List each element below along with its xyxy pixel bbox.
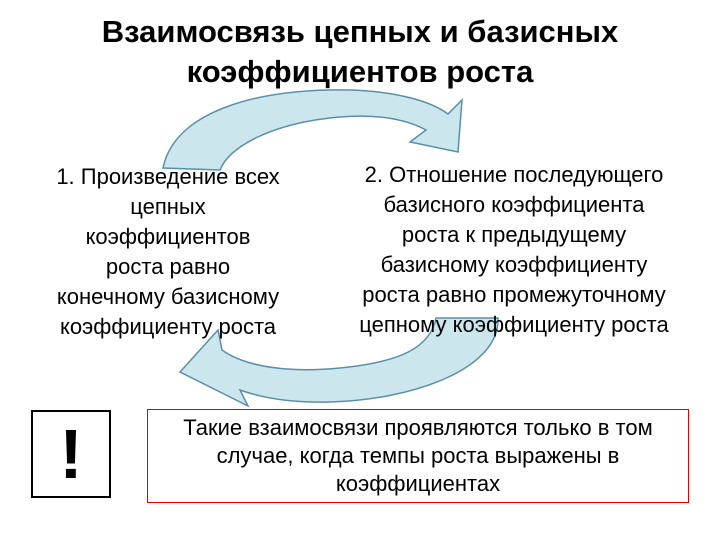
exclamation-icon: ! [59,415,83,493]
right-line: 2. Отношение последующего [364,162,664,187]
title-line-1: Взаимосвязь цепных и базисных [101,14,619,49]
base-ratio-rule [336,160,692,340]
top-curved-arrow [163,90,462,170]
note-line: случае, когда темпы роста выражены в [216,443,620,468]
left-line: цепных [130,194,206,219]
left-line: конечному базисному [56,284,280,309]
right-line: роста равно промежуточному [362,282,666,307]
right-line: цепному коэффициенту роста [359,312,669,337]
left-line: 1. Произведение всех [56,164,280,189]
title-line-2: коэффициентов роста [186,54,534,89]
right-line: базисному коэффициенту [380,252,648,277]
left-line: роста равно [105,254,231,279]
left-line: коэффициенту роста [59,314,277,339]
condition-note [147,409,689,503]
note-line: коэффициентах [335,471,501,496]
note-line: Такие взаимосвязи проявляются только в том [183,415,653,440]
right-line: базисного коэффициента [383,192,645,217]
exclamation-box [31,410,111,498]
right-line: роста к предыдущему [401,222,627,247]
left-line: коэффициентов [85,224,251,249]
chain-product-rule [32,162,304,342]
